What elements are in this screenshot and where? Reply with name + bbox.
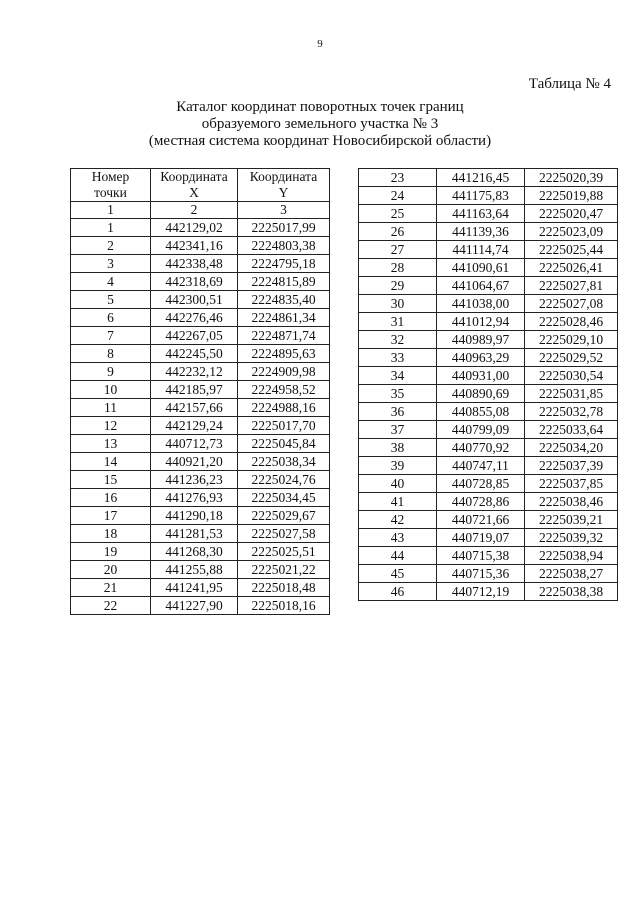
header-coordinate-y-line1: Координата bbox=[249, 169, 318, 184]
coordinate-x-cell: 440855,08 bbox=[437, 403, 525, 421]
coordinate-x-cell: 441281,53 bbox=[151, 525, 238, 543]
coordinate-y-cell: 2225020,39 bbox=[525, 169, 618, 187]
coordinate-x-cell: 440890,69 bbox=[437, 385, 525, 403]
point-number-cell: 44 bbox=[359, 547, 437, 565]
coordinate-x-cell: 442129,02 bbox=[151, 219, 238, 237]
coordinate-x-cell: 441163,64 bbox=[437, 205, 525, 223]
coordinate-x-cell: 442276,46 bbox=[151, 309, 238, 327]
table-row bbox=[71, 597, 330, 615]
table-row bbox=[359, 547, 618, 565]
coordinate-x-cell: 441114,74 bbox=[437, 241, 525, 259]
table-row bbox=[359, 421, 618, 439]
coordinate-y-cell: 2224871,74 bbox=[238, 327, 330, 345]
table-row bbox=[359, 295, 618, 313]
table-row bbox=[71, 453, 330, 471]
coordinate-x-cell: 440963,29 bbox=[437, 349, 525, 367]
point-number-cell: 46 bbox=[359, 583, 437, 601]
table-row bbox=[359, 511, 618, 529]
coordinate-y-cell: 2225034,20 bbox=[525, 439, 618, 457]
point-number-cell: 28 bbox=[359, 259, 437, 277]
point-number-cell: 4 bbox=[71, 273, 151, 291]
coordinate-x-cell: 440721,66 bbox=[437, 511, 525, 529]
table-row bbox=[359, 385, 618, 403]
column-number-2: 2 bbox=[151, 202, 238, 219]
table-row bbox=[359, 457, 618, 475]
coordinate-y-cell: 2225038,46 bbox=[525, 493, 618, 511]
point-number-cell: 26 bbox=[359, 223, 437, 241]
coordinate-y-cell: 2225027,81 bbox=[525, 277, 618, 295]
table-row bbox=[359, 529, 618, 547]
coordinate-y-cell: 2224909,98 bbox=[238, 363, 330, 381]
table-body-right bbox=[359, 169, 618, 601]
table-row bbox=[359, 349, 618, 367]
table-row bbox=[71, 489, 330, 507]
coordinate-x-cell: 441175,83 bbox=[437, 187, 525, 205]
table-row bbox=[71, 435, 330, 453]
coordinate-y-cell: 2225018,16 bbox=[238, 597, 330, 615]
coordinate-y-cell: 2225028,46 bbox=[525, 313, 618, 331]
coordinate-x-cell: 441268,30 bbox=[151, 543, 238, 561]
column-number-1: 1 bbox=[71, 202, 151, 219]
table-row bbox=[359, 367, 618, 385]
table-row bbox=[71, 273, 330, 291]
table-row bbox=[359, 565, 618, 583]
coordinate-y-cell: 2225037,39 bbox=[525, 457, 618, 475]
table-row bbox=[359, 493, 618, 511]
coordinate-y-cell: 2225026,41 bbox=[525, 259, 618, 277]
point-number-cell: 30 bbox=[359, 295, 437, 313]
coordinate-x-cell: 442157,66 bbox=[151, 399, 238, 417]
coordinate-y-cell: 2225021,22 bbox=[238, 561, 330, 579]
table-row bbox=[359, 475, 618, 493]
coordinate-y-cell: 2224988,16 bbox=[238, 399, 330, 417]
table-row bbox=[359, 169, 618, 187]
coordinate-y-cell: 2225024,76 bbox=[238, 471, 330, 489]
coordinate-x-cell: 442232,12 bbox=[151, 363, 238, 381]
coordinate-y-cell: 2225029,52 bbox=[525, 349, 618, 367]
table-row bbox=[71, 471, 330, 489]
coordinates-table-left bbox=[70, 168, 330, 615]
coordinate-y-cell: 2224895,63 bbox=[238, 345, 330, 363]
coordinate-x-cell: 440921,20 bbox=[151, 453, 238, 471]
point-number-cell: 18 bbox=[71, 525, 151, 543]
coordinate-x-cell: 441012,94 bbox=[437, 313, 525, 331]
coordinate-x-cell: 440931,00 bbox=[437, 367, 525, 385]
point-number-cell: 15 bbox=[71, 471, 151, 489]
coordinate-x-cell: 441216,45 bbox=[437, 169, 525, 187]
table-row bbox=[71, 561, 330, 579]
point-number-cell: 33 bbox=[359, 349, 437, 367]
coordinate-y-cell: 2225030,54 bbox=[525, 367, 618, 385]
point-number-cell: 42 bbox=[359, 511, 437, 529]
coordinate-y-cell: 2225034,45 bbox=[238, 489, 330, 507]
table-row bbox=[359, 277, 618, 295]
table-row bbox=[359, 205, 618, 223]
table-row bbox=[71, 525, 330, 543]
caption-line-2: образуемого земельного участка № 3 bbox=[201, 116, 439, 132]
table-row bbox=[359, 313, 618, 331]
table-row bbox=[359, 403, 618, 421]
point-number-cell: 27 bbox=[359, 241, 437, 259]
coordinate-y-cell: 2224861,34 bbox=[238, 309, 330, 327]
table-row bbox=[71, 255, 330, 273]
header-point-number bbox=[71, 169, 151, 202]
table-row bbox=[359, 583, 618, 601]
point-number-cell: 21 bbox=[71, 579, 151, 597]
coordinate-y-cell: 2225023,09 bbox=[525, 223, 618, 241]
point-number-cell: 8 bbox=[71, 345, 151, 363]
header-point-number-line2: точки bbox=[94, 185, 127, 200]
table-row bbox=[71, 363, 330, 381]
point-number-cell: 20 bbox=[71, 561, 151, 579]
point-number-cell: 10 bbox=[71, 381, 151, 399]
table-row bbox=[71, 579, 330, 597]
table-row bbox=[71, 507, 330, 525]
table-row bbox=[359, 223, 618, 241]
point-number-cell: 31 bbox=[359, 313, 437, 331]
coordinate-x-cell: 440799,09 bbox=[437, 421, 525, 439]
caption-line-1: Каталог координат поворотных точек границ bbox=[176, 99, 464, 115]
point-number-cell: 9 bbox=[71, 363, 151, 381]
point-number-cell: 38 bbox=[359, 439, 437, 457]
coordinate-x-cell: 441227,90 bbox=[151, 597, 238, 615]
header-coordinate-y bbox=[238, 169, 330, 202]
header-point-number-line1: Номер bbox=[91, 169, 130, 184]
point-number-cell: 24 bbox=[359, 187, 437, 205]
coordinate-y-cell: 2225038,34 bbox=[238, 453, 330, 471]
header-coordinate-x-line2: X bbox=[189, 185, 199, 200]
point-number-cell: 34 bbox=[359, 367, 437, 385]
coordinate-y-cell: 2225025,51 bbox=[238, 543, 330, 561]
coordinate-y-cell: 2224803,38 bbox=[238, 237, 330, 255]
point-number-cell: 3 bbox=[71, 255, 151, 273]
coordinate-y-cell: 2225033,64 bbox=[525, 421, 618, 439]
point-number-cell: 17 bbox=[71, 507, 151, 525]
coordinate-y-cell: 2225038,27 bbox=[525, 565, 618, 583]
coordinate-y-cell: 2225029,67 bbox=[238, 507, 330, 525]
coordinate-y-cell: 2225039,21 bbox=[525, 511, 618, 529]
coordinate-x-cell: 440715,36 bbox=[437, 565, 525, 583]
coordinates-table-right bbox=[358, 168, 618, 601]
point-number-cell: 13 bbox=[71, 435, 151, 453]
point-number-cell: 14 bbox=[71, 453, 151, 471]
table-caption bbox=[0, 99, 640, 150]
point-number-cell: 25 bbox=[359, 205, 437, 223]
coordinate-x-cell: 441255,88 bbox=[151, 561, 238, 579]
coordinate-x-cell: 440712,19 bbox=[437, 583, 525, 601]
point-number-cell: 19 bbox=[71, 543, 151, 561]
point-number-cell: 41 bbox=[359, 493, 437, 511]
coordinate-y-cell: 2225020,47 bbox=[525, 205, 618, 223]
point-number-cell: 22 bbox=[71, 597, 151, 615]
coordinate-y-cell: 2225017,99 bbox=[238, 219, 330, 237]
table-row bbox=[71, 291, 330, 309]
point-number-cell: 16 bbox=[71, 489, 151, 507]
column-number-3: 3 bbox=[238, 202, 330, 219]
coordinate-y-cell: 2224835,40 bbox=[238, 291, 330, 309]
point-number-cell: 35 bbox=[359, 385, 437, 403]
coordinate-x-cell: 441241,95 bbox=[151, 579, 238, 597]
coordinate-x-cell: 440728,85 bbox=[437, 475, 525, 493]
coordinate-y-cell: 2225038,38 bbox=[525, 583, 618, 601]
coordinate-x-cell: 440712,73 bbox=[151, 435, 238, 453]
coordinate-y-cell: 2225027,08 bbox=[525, 295, 618, 313]
coordinate-y-cell: 2225031,85 bbox=[525, 385, 618, 403]
coordinate-y-cell: 2225019,88 bbox=[525, 187, 618, 205]
point-number-cell: 5 bbox=[71, 291, 151, 309]
coordinate-x-cell: 441139,36 bbox=[437, 223, 525, 241]
point-number-cell: 6 bbox=[71, 309, 151, 327]
table-row bbox=[71, 543, 330, 561]
coordinate-y-cell: 2225038,94 bbox=[525, 547, 618, 565]
point-number-cell: 2 bbox=[71, 237, 151, 255]
table-row bbox=[71, 309, 330, 327]
coordinate-x-cell: 442245,50 bbox=[151, 345, 238, 363]
coordinate-x-cell: 441038,00 bbox=[437, 295, 525, 313]
header-row bbox=[71, 169, 330, 202]
column-number-row bbox=[71, 202, 330, 219]
point-number-cell: 39 bbox=[359, 457, 437, 475]
point-number-cell: 29 bbox=[359, 277, 437, 295]
coordinate-y-cell: 2224958,52 bbox=[238, 381, 330, 399]
coordinate-y-cell: 2225029,10 bbox=[525, 331, 618, 349]
table-row bbox=[71, 399, 330, 417]
table-row bbox=[71, 327, 330, 345]
caption-line-3: (местная система координат Новосибирской области) bbox=[148, 133, 492, 149]
table-row bbox=[359, 241, 618, 259]
table-label: Таблица № 4 bbox=[528, 76, 611, 92]
table-row bbox=[71, 381, 330, 399]
coordinate-y-cell: 2225027,58 bbox=[238, 525, 330, 543]
point-number-cell: 32 bbox=[359, 331, 437, 349]
coordinate-x-cell: 442267,05 bbox=[151, 327, 238, 345]
point-number-cell: 37 bbox=[359, 421, 437, 439]
coordinate-x-cell: 441090,61 bbox=[437, 259, 525, 277]
coordinate-x-cell: 440715,38 bbox=[437, 547, 525, 565]
table-row bbox=[71, 237, 330, 255]
coordinate-y-cell: 2225045,84 bbox=[238, 435, 330, 453]
point-number-cell: 40 bbox=[359, 475, 437, 493]
coordinate-y-cell: 2225032,78 bbox=[525, 403, 618, 421]
header-coordinate-x-line1: Координата bbox=[160, 169, 228, 184]
point-number-cell: 45 bbox=[359, 565, 437, 583]
coordinate-x-cell: 440719,07 bbox=[437, 529, 525, 547]
coordinate-x-cell: 441276,93 bbox=[151, 489, 238, 507]
point-number-cell: 43 bbox=[359, 529, 437, 547]
coordinate-x-cell: 442318,69 bbox=[151, 273, 238, 291]
coordinate-x-cell: 441236,23 bbox=[151, 471, 238, 489]
coordinate-y-cell: 2224795,18 bbox=[238, 255, 330, 273]
table-row bbox=[71, 219, 330, 237]
coordinate-x-cell: 442185,97 bbox=[151, 381, 238, 399]
coordinate-x-cell: 440989,97 bbox=[437, 331, 525, 349]
coordinate-x-cell: 440728,86 bbox=[437, 493, 525, 511]
table-row bbox=[71, 417, 330, 435]
header-coordinate-y-line2: Y bbox=[278, 185, 289, 200]
coordinate-x-cell: 442341,16 bbox=[151, 237, 238, 255]
table-body-left bbox=[71, 219, 330, 615]
coordinate-y-cell: 2225039,32 bbox=[525, 529, 618, 547]
coordinate-x-cell: 441064,67 bbox=[437, 277, 525, 295]
page-number: 9 bbox=[317, 38, 323, 50]
point-number-cell: 23 bbox=[359, 169, 437, 187]
coordinate-x-cell: 442129,24 bbox=[151, 417, 238, 435]
table-row bbox=[359, 187, 618, 205]
coordinate-y-cell: 2225017,70 bbox=[238, 417, 330, 435]
coordinate-x-cell: 440770,92 bbox=[437, 439, 525, 457]
coordinate-y-cell: 2225018,48 bbox=[238, 579, 330, 597]
coordinate-y-cell: 2225025,44 bbox=[525, 241, 618, 259]
coordinate-x-cell: 441290,18 bbox=[151, 507, 238, 525]
table-row bbox=[359, 439, 618, 457]
coordinate-y-cell: 2225037,85 bbox=[525, 475, 618, 493]
coordinate-x-cell: 440747,11 bbox=[437, 457, 525, 475]
coordinate-x-cell: 442338,48 bbox=[151, 255, 238, 273]
point-number-cell: 12 bbox=[71, 417, 151, 435]
point-number-cell: 7 bbox=[71, 327, 151, 345]
coordinate-x-cell: 442300,51 bbox=[151, 291, 238, 309]
header-coordinate-x bbox=[151, 169, 238, 202]
point-number-cell: 36 bbox=[359, 403, 437, 421]
table-row bbox=[71, 345, 330, 363]
coordinate-y-cell: 2224815,89 bbox=[238, 273, 330, 291]
table-row bbox=[359, 259, 618, 277]
point-number-cell: 11 bbox=[71, 399, 151, 417]
table-row bbox=[359, 331, 618, 349]
point-number-cell: 1 bbox=[71, 219, 151, 237]
